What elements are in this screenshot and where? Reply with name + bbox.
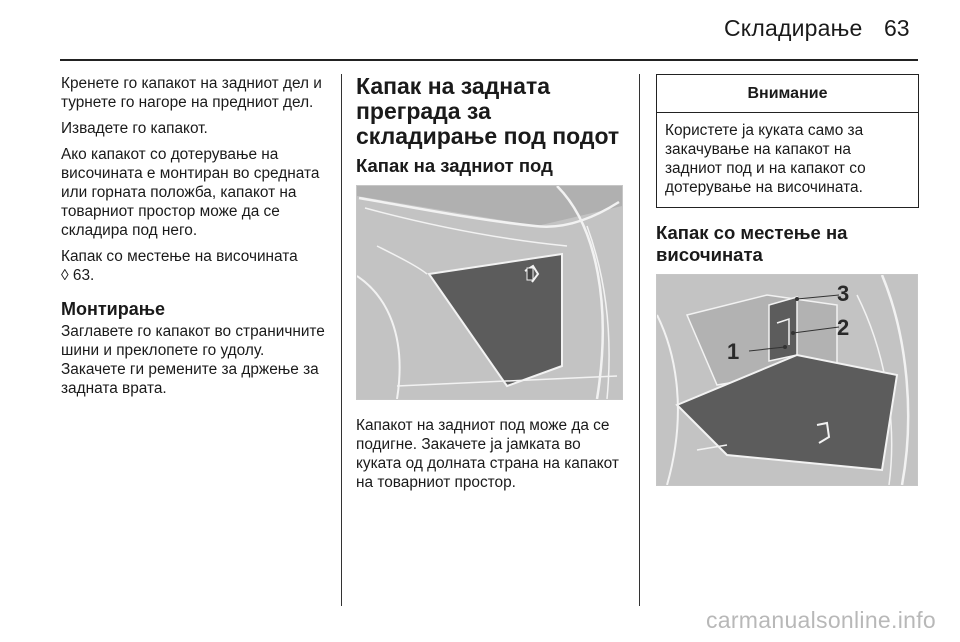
paragraph-cross-reference (61, 247, 329, 285)
column-divider-1 (341, 74, 342, 606)
rear-floor-cover-illustration (356, 185, 623, 400)
header-divider (60, 59, 918, 61)
paragraph-install-cover: Заглавете го капакот во страничните шини и преклопете го удолу. Закачете ги ремените за држење за задната врата. (61, 323, 325, 397)
height-adjustable-cover-illustration (656, 274, 918, 486)
cross-reference-link[interactable]: ◊ 63. (61, 267, 95, 284)
subsection-heading-height-adjustable: Капак со местење на височината (656, 222, 848, 265)
caution-title: Внимание (657, 75, 918, 113)
column-divider-2 (639, 74, 640, 606)
caution-box (656, 74, 919, 208)
paragraph-lift-cover: Кренете го капакот на задниот дел и турнете го нагоре на предниот дел. (61, 75, 322, 111)
cross-reference-label: Капак со местење на височината (61, 248, 298, 265)
page-header (0, 0, 960, 60)
section-title: Складирање (724, 15, 863, 41)
callout-1: 1 (727, 339, 740, 364)
caution-text: Користете ја куката само за закачување на капакот на задниот под и на капакот со дотерување на височината. (665, 122, 866, 196)
subsection-heading: Капак на задниот под (356, 155, 553, 176)
figure-caption: Капакот на задниот под може да се подигне. Закачете ја јамката во куката од долната страна на капакот на товарниот простор. (356, 417, 619, 491)
paragraph-store-cover: Ако капакот со дотерување на височината е монтиран во средната или горната положба, капакот на товарниот простор може да се складира под него. (61, 146, 320, 239)
watermark: carmanualsonline.info (705, 607, 936, 633)
callout-3: 3 (837, 281, 850, 306)
subheading-installing: Монтирање (61, 299, 166, 319)
trunk-floor-cover-drawing (357, 186, 622, 399)
column-left (61, 74, 329, 405)
section-heading: Капак на задната преграда за складирање под подот (356, 73, 620, 149)
column-middle (356, 74, 626, 499)
height-adjustable-cover-drawing (657, 275, 917, 485)
callout-2: 2 (837, 315, 850, 340)
page-number: 63 (884, 15, 910, 41)
paragraph-remove-cover: Извадете го капакот. (61, 120, 208, 137)
column-right (656, 74, 920, 486)
